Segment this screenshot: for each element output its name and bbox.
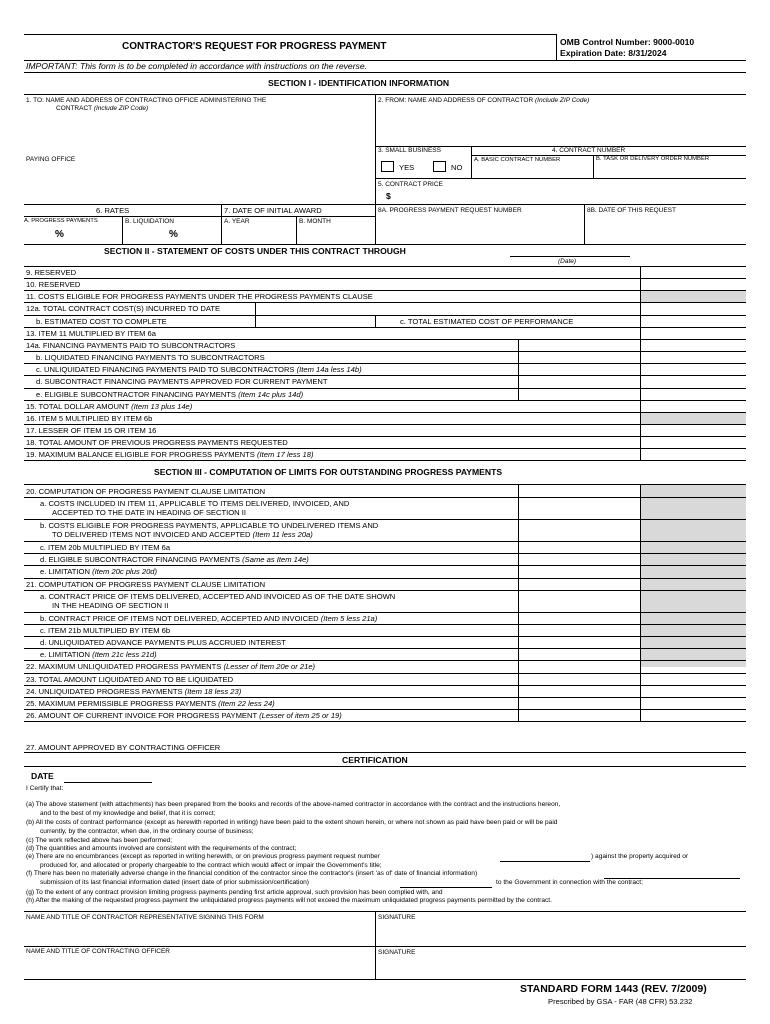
section-3-row-label: e. LIMITATION (Item 21c less 21d)	[40, 650, 157, 660]
section-2-row-label: e. ELIGIBLE SUBCONTRACTOR FINANCING PAYMENTS (Item 14c plus 14d)	[36, 389, 304, 399]
section-3-amount-field[interactable]	[518, 624, 746, 636]
section-3-row-label-2: IN THE HEADING OF SECTION II	[52, 600, 169, 610]
section-3-amount-field[interactable]	[518, 519, 746, 541]
section-2-amount-field[interactable]	[640, 436, 746, 448]
section-2-amount-field[interactable]	[640, 315, 746, 327]
section-3-row-label: 22. MAXIMUM UNLIQUIDATED PROGRESS PAYMENTS (Lesser of Item 20e or 21e)	[26, 662, 316, 672]
contractor-rep-field[interactable]	[26, 924, 372, 944]
expiration-date: Expiration Date: 8/31/2024	[560, 48, 667, 58]
item-6-label: 6. RATES	[96, 206, 130, 215]
item-4-label: 4. CONTRACT NUMBER	[552, 147, 626, 154]
section-2-row-label: 10. RESERVED	[26, 280, 81, 290]
dollar-sign: $	[386, 191, 391, 201]
section-3-amount-field[interactable]	[518, 590, 746, 612]
section-3-amount-field[interactable]	[518, 697, 746, 709]
item-8b-label: 8B. DATE OF THIS REQUEST	[587, 207, 676, 214]
prescribed-by: Prescribed by GSA - FAR (48 CFR) 53.232	[548, 997, 693, 1006]
small-business-no-checkbox[interactable]	[433, 161, 446, 172]
section-2-row-label: b. LIQUIDATED FINANCING PAYMENTS TO SUBCONTRACTORS	[36, 353, 265, 363]
section-3-row-label: 24. UNLIQUIDATED PROGRESS PAYMENTS (Item 18 less 23)	[26, 686, 242, 696]
section-2-date-label: (Date)	[558, 258, 577, 265]
cert-e-1: (e) There are no encumbrances (except as reported in writing herewith, or on previous progress payment request number	[26, 853, 380, 860]
section-3-amount-field[interactable]	[518, 565, 746, 577]
section-2-amount-field[interactable]	[640, 388, 746, 400]
section-3-row-label: b. COSTS ELIGIBLE FOR PROGRESS PAYMENTS, APPLICABLE TO UNDELIVERED ITEMS AND	[40, 521, 379, 531]
section-3-amount-field[interactable]	[518, 578, 746, 590]
section-2-row-label: 12a. TOTAL CONTRACT COST(S) INCURRED TO DATE	[26, 304, 221, 314]
section-2-row-label: c. UNLIQUIDATED FINANCING PAYMENTS PAID TO SUBCONTRACTORS (Item 14a less 14b)	[36, 365, 362, 375]
section-2-amount-field[interactable]	[640, 327, 746, 339]
section-2-row-label: 9. RESERVED	[26, 268, 77, 277]
section-3-amount-field[interactable]	[518, 648, 746, 660]
section-2-title: SECTION II - STATEMENT OF COSTS UNDER THIS CONTRACT THROUGH	[104, 246, 406, 256]
previous-request-number-field[interactable]	[500, 861, 590, 862]
section-3-row-label: e. LIMITATION (Item 20c plus 20d)	[40, 567, 158, 577]
form-title: CONTRACTOR'S REQUEST FOR PROGRESS PAYMENT	[122, 41, 387, 52]
section-2-amount-field[interactable]	[640, 302, 746, 314]
section-3-amount-field[interactable]	[518, 541, 746, 553]
section-2-row-label: b. ESTIMATED COST TO COMPLETE	[36, 316, 167, 326]
cert-a-1: (a) The above statement (with attachments) has been prepared from the books and records of the above-named contractor in accordance with the contract and the instructions hereon,	[26, 801, 561, 808]
section-3-row-label: 21. COMPUTATION OF PROGRESS PAYMENT CLAUSE LIMITATION	[26, 579, 266, 589]
signature-label-1: SIGNATURE	[378, 914, 416, 921]
cert-h: (h) After the making of the requested progress payment the unliquidated progress payments will not exceed the maximum unliquidated progress payments permitted by the contract.	[26, 897, 552, 904]
section-2-amount-field[interactable]	[640, 448, 746, 460]
date-label: DATE	[31, 771, 54, 781]
item-6a-label: A. PROGRESS PAYMENTS	[24, 218, 98, 224]
cert-e-2: produced for, and allocated or properly chargeable to the contract which would affect or impair the Government's title;	[40, 862, 382, 869]
section-1-title: SECTION I - IDENTIFICATION INFORMATION	[268, 78, 450, 88]
cert-c: (c) The work reflected above has been performed;	[26, 837, 173, 844]
item-1-label: 1. TO: NAME AND ADDRESS OF CONTRACTING OFFICE ADMINISTERING THE	[26, 97, 267, 104]
prior-submission-date-field[interactable]	[400, 887, 492, 888]
cert-a-2: and to the best of my knowledge and belief, that it is correct;	[40, 810, 216, 817]
cert-b-2: currently, by the contractor, when due, in the ordinary course of business;	[40, 828, 254, 835]
cert-f-2b: to the Government in connection with the contract;	[496, 879, 643, 886]
section-3-row-label-2: ACCEPTED TO THE DATE IN HEADING OF SECTION II	[52, 508, 246, 518]
item-7-label: 7. DATE OF INITIAL AWARD	[224, 206, 322, 215]
section-3-row-label-2: TO DELIVERED ITEMS NOT INVOICED AND ACCEPTED (Item 11 less 20a)	[52, 530, 313, 540]
percent-sign-6a: %	[55, 229, 64, 240]
item-1-field[interactable]	[26, 114, 372, 154]
paying-office-label: PAYING OFFICE	[26, 156, 76, 163]
item-27-amount-field[interactable]	[640, 740, 746, 752]
section-2-row-label: 18. TOTAL AMOUNT OF PREVIOUS PROGRESS PAYMENTS REQUESTED	[26, 438, 288, 448]
section-2-amount-field[interactable]	[640, 412, 746, 424]
item-2-field[interactable]	[378, 108, 742, 144]
item-2-label: 2. FROM: NAME AND ADDRESS OF CONTRACTOR (Include ZIP Code)	[378, 97, 590, 104]
section-3-row-label: d. ELIGIBLE SUBCONTRACTOR FINANCING PAYMENTS (Same as Item 14e)	[40, 555, 309, 565]
item-7a-label: A. YEAR	[224, 218, 250, 225]
section-2-row-label: 16. ITEM 5 MULTIPLIED BY ITEM 6b	[26, 413, 153, 423]
yes-label: YES	[399, 163, 415, 172]
section-2-amount-field[interactable]	[640, 400, 746, 412]
important-note: IMPORTANT: This form is to be completed in accordance with instructions on the reverse.	[26, 61, 368, 71]
section-3-row-label: 26. AMOUNT OF CURRENT INVOICE FOR PROGRESS PAYMENT (Lesser of item 25 or 19)	[26, 710, 342, 720]
form-number: STANDARD FORM 1443 (REV. 7/2009)	[520, 983, 707, 995]
section-2-row-label: 17. LESSER OF ITEM 15 OR ITEM 16	[26, 425, 157, 435]
section-3-amount-field[interactable]	[518, 497, 746, 519]
section-3-row-label: b. CONTRACT PRICE OF ITEMS NOT DELIVERED, ACCEPTED AND INVOICED (Item 5 less 21a)	[40, 613, 378, 623]
item-27-label: 27. AMOUNT APPROVED BY CONTRACTING OFFICER	[26, 743, 221, 752]
item-6b-label: B. LIQUIDATION	[125, 218, 174, 225]
section-3-amount-field[interactable]	[518, 709, 746, 721]
section-3-amount-field[interactable]	[518, 612, 746, 624]
section-3-row-label: c. ITEM 21b MULTIPLIED BY ITEM 6b	[40, 625, 171, 635]
omb-control-number: OMB Control Number: 9000-0010	[560, 37, 695, 47]
section-2-row-label: 19. MAXIMUM BALANCE ELIGIBLE FOR PROGRESS PAYMENTS (Item 17 less 18)	[26, 450, 314, 460]
contractor-rep-label: NAME AND TITLE OF CONTRACTOR REPRESENTATIVE SIGNING THIS FORM	[26, 914, 264, 921]
section-2-amount-field[interactable]	[640, 339, 746, 351]
small-business-yes-checkbox[interactable]	[381, 161, 394, 172]
contracting-officer-label: NAME AND TITLE OF CONTRACTING OFFICER	[26, 948, 170, 955]
item-3-label: 3. SMALL BUSINESS	[378, 147, 441, 154]
section-3-row-label: 20. COMPUTATION OF PROGRESS PAYMENT CLAUSE LIMITATION	[26, 487, 266, 496]
section-3-row-label: d. UNLIQUIDATED ADVANCE PAYMENTS PLUS ACCRUED INTEREST	[40, 638, 286, 648]
section-3-row-label: a. COSTS INCLUDED IN ITEM 11, APPLICABLE TO ITEMS DELIVERED, INVOICED, AND	[40, 499, 350, 509]
section-3-amount-field[interactable]	[518, 553, 746, 565]
section-2-row-label: 14a. FINANCING PAYMENTS PAID TO SUBCONTRACTORS	[26, 340, 236, 350]
section-3-amount-field[interactable]	[518, 636, 746, 648]
item-8a-label: 8A. PROGRESS PAYMENT REQUEST NUMBER	[378, 207, 522, 214]
section-3-amount-field[interactable]	[518, 685, 746, 697]
section-3-row-label: a. CONTRACT PRICE OF ITEMS DELIVERED, ACCEPTED AND INVOICED AS OF THE DATE SHOWN	[40, 591, 396, 601]
item-4b-label: B. TASK OR DELIVERY ORDER NUMBER	[596, 156, 710, 162]
contracting-officer-field[interactable]	[26, 958, 372, 978]
section-3-title: SECTION III - COMPUTATION OF LIMITS FOR OUTSTANDING PROGRESS PAYMENTS	[154, 467, 503, 477]
section-3-row-label: 23. TOTAL AMOUNT LIQUIDATED AND TO BE LIQUIDATED	[26, 674, 234, 684]
section-2-amount-field[interactable]	[640, 351, 746, 363]
section-3-row-label: 25. MAXIMUM PERMISSIBLE PROGRESS PAYMENTS (Item 22 less 24)	[26, 698, 275, 708]
section-2-row-label: 11. COSTS ELIGIBLE FOR PROGRESS PAYMENTS UNDER THE PROGRESS PAYMENTS CLAUSE	[26, 292, 373, 302]
certification-date-field[interactable]	[64, 782, 152, 783]
cert-f-1: (f) There has been no materially adverse change in the financial condition of the contractor since the contractor's (insert 'as of' date of financial information)	[26, 870, 478, 877]
section-2-row-label: d. SUBCONTRACT FINANCING PAYMENTS APPROVED FOR CURRENT PAYMENT	[36, 377, 328, 387]
item-4a-label: A. BASIC CONTRACT NUMBER	[474, 157, 561, 163]
cert-f-2: submission of its last financial information dated (insert date of prior submission/certification)	[40, 879, 309, 886]
cert-e-1b: ) against the property acquired or	[591, 853, 689, 860]
cert-d: (d) The quantities and amounts involved are consistent with the requirements of the contract;	[26, 845, 297, 852]
section-3-row-label: c. ITEM 20b MULTIPLIED BY ITEM 6a	[40, 543, 171, 553]
section-2-amount-field[interactable]	[640, 290, 746, 302]
item-5-label: 5. CONTRACT PRICE	[378, 181, 443, 188]
officer-signature-field[interactable]	[378, 958, 742, 978]
certify-label: I Certify that:	[26, 785, 64, 792]
cert-b-1: (b) All the costs of contract performance (except as herewith reported in writing) have been paid to the extent shown herein, or where not shown as paid have been paid or will be paid	[26, 819, 558, 826]
no-label: NO	[451, 163, 463, 172]
section-2-amount-field[interactable]	[640, 278, 746, 290]
section-3-amount-field[interactable]	[518, 673, 746, 685]
section-2-amount-field[interactable]	[640, 266, 746, 278]
cert-g: (g) To the extent of any contract provision limiting progress payments pending first article approval, such provision has been complied with, and	[26, 889, 443, 896]
section-2-row-label: 13. ITEM 11 MULTIPLIED BY ITEM 6a	[26, 328, 156, 338]
item-12c-label: c. TOTAL ESTIMATED COST OF PERFORMANCE	[400, 316, 574, 326]
section-2-row-label: 15. TOTAL DOLLAR AMOUNT (Item 13 plus 14e)	[26, 401, 193, 411]
section-2-amount-field[interactable]	[640, 375, 746, 387]
item-7b-label: B. MONTH	[299, 218, 331, 225]
section-2-amount-field[interactable]	[640, 424, 746, 436]
certification-title: CERTIFICATION	[342, 755, 408, 765]
item-1-label-2: CONTRACT (Include ZIP Code)	[56, 105, 149, 112]
signature-label-2: SIGNATURE	[378, 949, 416, 956]
section-2-amount-field[interactable]	[640, 363, 746, 375]
section-3-amount-field[interactable]	[518, 660, 746, 672]
section-3-amount-field[interactable]	[518, 485, 746, 497]
percent-sign-6b: %	[169, 229, 178, 240]
contractor-signature-field[interactable]	[378, 924, 742, 944]
